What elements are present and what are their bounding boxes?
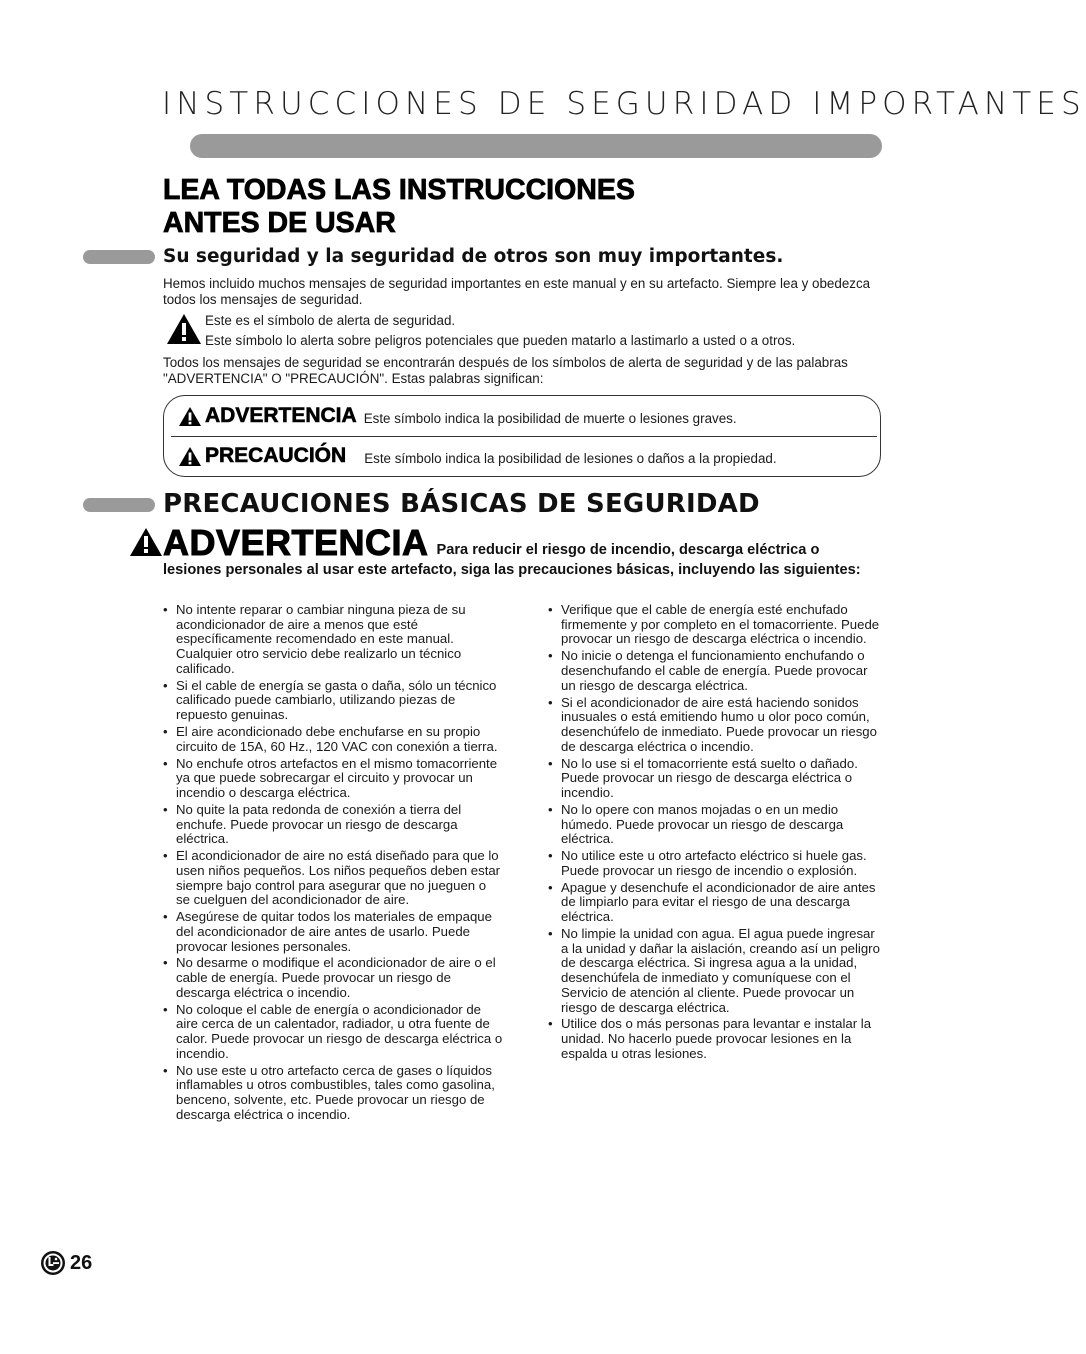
list-item: • El acondicionador de aire no está diseñado para que lo usen niños pequeños. Los niños pequeños deben estar siempre bajo control para asegurar que no jueguen o se cuelguen del acondicionador de aire. <box>163 849 503 908</box>
page-footer <box>40 1250 92 1276</box>
page-number: 26 <box>70 1251 93 1274</box>
list-item: • No lo opere con manos mojadas o en un medio húmedo. Puede provocar un riesgo de descarga eléctrica. <box>548 803 884 847</box>
list-item: • Asegúrese de quitar todos los materiales de empaque del acondicionador de aire antes de usarlo. Puede provocar lesiones personales. <box>163 910 503 954</box>
list-item: • No coloque el cable de energía o acondicionador de aire cerca de un calentador, radiador, u otra fuente de calor. Puede provocar un riesgo de descarga eléctrica o incendio. <box>163 1003 503 1062</box>
list-item: • No limpie la unidad con agua. El agua puede ingresar a la unidad y dañar la aislación, creando así un peligro de descarga eléctrica. Si ingresa agua a la unidad, desenchúfela de inmediato y comuníquese con el Servicio de atención al cliente. Puede provocar un riesgo de descarga eléctrica. <box>548 927 884 1015</box>
read-all-heading-line1: LEA TODAS LAS INSTRUCCIONES <box>163 174 635 206</box>
page-title: INSTRUCCIONES DE SEGURIDAD IMPORTANTES <box>162 86 1086 122</box>
list-item: • Utilice dos o más personas para levantar e instalar la unidad. No hacerlo puede provocar lesiones en la espalda u otras lesiones. <box>548 1017 884 1061</box>
precautions-list-right <box>548 603 884 1064</box>
caution-definition-text: Este símbolo indica la posibilidad de lesiones o daños a la propiedad. <box>364 451 777 466</box>
basic-warning-intro-start: Para reducir el riesgo de incendio, descarga eléctrica o <box>436 542 820 558</box>
list-item: • No enchufe otros artefactos en el mismo tomacorriente ya que puede sobrecargar el circuito y provocar un incendio o descarga eléctrica. <box>163 757 503 801</box>
list-item: • No quite la pata redonda de conexión a tierra del enchufe. Puede provocar un riesgo de descarga eléctrica. <box>163 803 503 847</box>
safety-intro-paragraph: Hemos incluido muchos mensajes de seguridad importantes en este manual y en su artefacto. Siempre lea y obedezca todos los mensajes de seguridad. <box>163 276 871 307</box>
alert-meaning-text: Este símbolo lo alerta sobre peligros potenciales que pueden matarlo a lastimarlo a usted o a otros. <box>205 333 796 348</box>
alert-symbol-text: Este es el símbolo de alerta de seguridad. <box>205 313 456 328</box>
list-item: • Si el acondicionador de aire está haciendo sonidos inusuales o está emitiendo humo u olor poco común, desenchúfelo de inmediato. Puede provocar un riesgo de descarga eléctrica o incendio. <box>548 696 884 755</box>
read-all-heading-line2: ANTES DE USAR <box>163 207 396 239</box>
warning-triangle-icon <box>178 406 202 427</box>
basic-warning-row <box>129 523 819 563</box>
warning-signal-word: ADVERTENCIA <box>205 404 357 427</box>
warning-triangle-icon <box>129 527 163 557</box>
basic-warning-signal-word: ADVERTENCIA <box>163 522 429 563</box>
caution-signal-word: PRECAUCIÓN <box>205 444 347 467</box>
list-item: • El aire acondicionado debe enchufarse en su propio circuito de 15A, 60 Hz., 120 VAC con conexión a tierra. <box>163 725 503 754</box>
section-marker-pill <box>83 250 155 264</box>
list-item: • No desarme o modifique el acondicionador de aire o el cable de energía. Puede provocar un riesgo de descarga eléctrica o incendio. <box>163 956 503 1000</box>
warning-definition-row <box>178 404 737 428</box>
precautions-list-left <box>163 603 503 1125</box>
section-marker-pill <box>83 498 155 512</box>
list-item: • Apague y desenchufe el acondicionador de aire antes de limpiarlo para evitar el riesgo de una descarga eléctrica. <box>548 881 884 925</box>
safety-importance-heading: Su seguridad y la seguridad de otros son muy importantes. <box>163 246 784 267</box>
list-item: • No utilice este u otro artefacto eléctrico si huele gas. Puede provocar un riesgo de incendio o explosión. <box>548 849 884 878</box>
list-item: • No lo use si el tomacorriente está suelto o dañado. Puede provocar un riesgo de descarga eléctrica o incendio. <box>548 757 884 801</box>
title-underline-bar <box>190 134 882 158</box>
warning-definition-text: Este símbolo indica la posibilidad de muerte o lesiones graves. <box>363 411 737 426</box>
caution-triangle-icon <box>178 446 202 467</box>
list-item: • No intente reparar o cambiar ninguna pieza de su acondicionador de aire a menos que esté específicamente recomendado en este manual. Cualquier otro servicio debe realizarlo un técnico calificado. <box>163 603 503 677</box>
list-item: • No inicie o detenga el funcionamiento enchufando o desenchufando el cable de energía. Puede provocar un riesgo de descarga eléctrica. <box>548 649 884 693</box>
list-item: • Verifique que el cable de energía esté enchufado firmemente y por completo en el tomacorriente. Puede provocar un riesgo de descarga eléctrica o incendio. <box>548 603 884 647</box>
caution-definition-row <box>178 444 777 468</box>
signal-words-paragraph: Todos los mensajes de seguridad se encontrarán después de los símbolos de alerta de seguridad y de las palabras "ADVERTENCIA" O "PRECAUCIÓN". Estas palabras significan: <box>163 355 848 386</box>
read-all-heading <box>163 174 635 240</box>
safety-alert-icon <box>166 313 202 345</box>
list-item: • Si el cable de energía se gasta o daña, sólo un técnico calificado puede cambiarlo, utilizando piezas de repuesto genuinas. <box>163 679 503 723</box>
basic-warning-intro-rest: lesiones personales al usar este artefacto, siga las precauciones básicas, incluyendo las siguientes: <box>163 562 861 578</box>
basic-precautions-heading: PRECAUCIONES BÁSICAS DE SEGURIDAD <box>163 489 760 519</box>
signal-words-divider <box>171 436 877 437</box>
lg-logo-icon <box>40 1250 66 1276</box>
list-item: • No use este u otro artefacto cerca de gases o líquidos inflamables u otros combustibles, tales como gasolina, benceno, solvente, etc. Puede provocar un riesgo de descarga eléctrica o incendio. <box>163 1064 503 1123</box>
